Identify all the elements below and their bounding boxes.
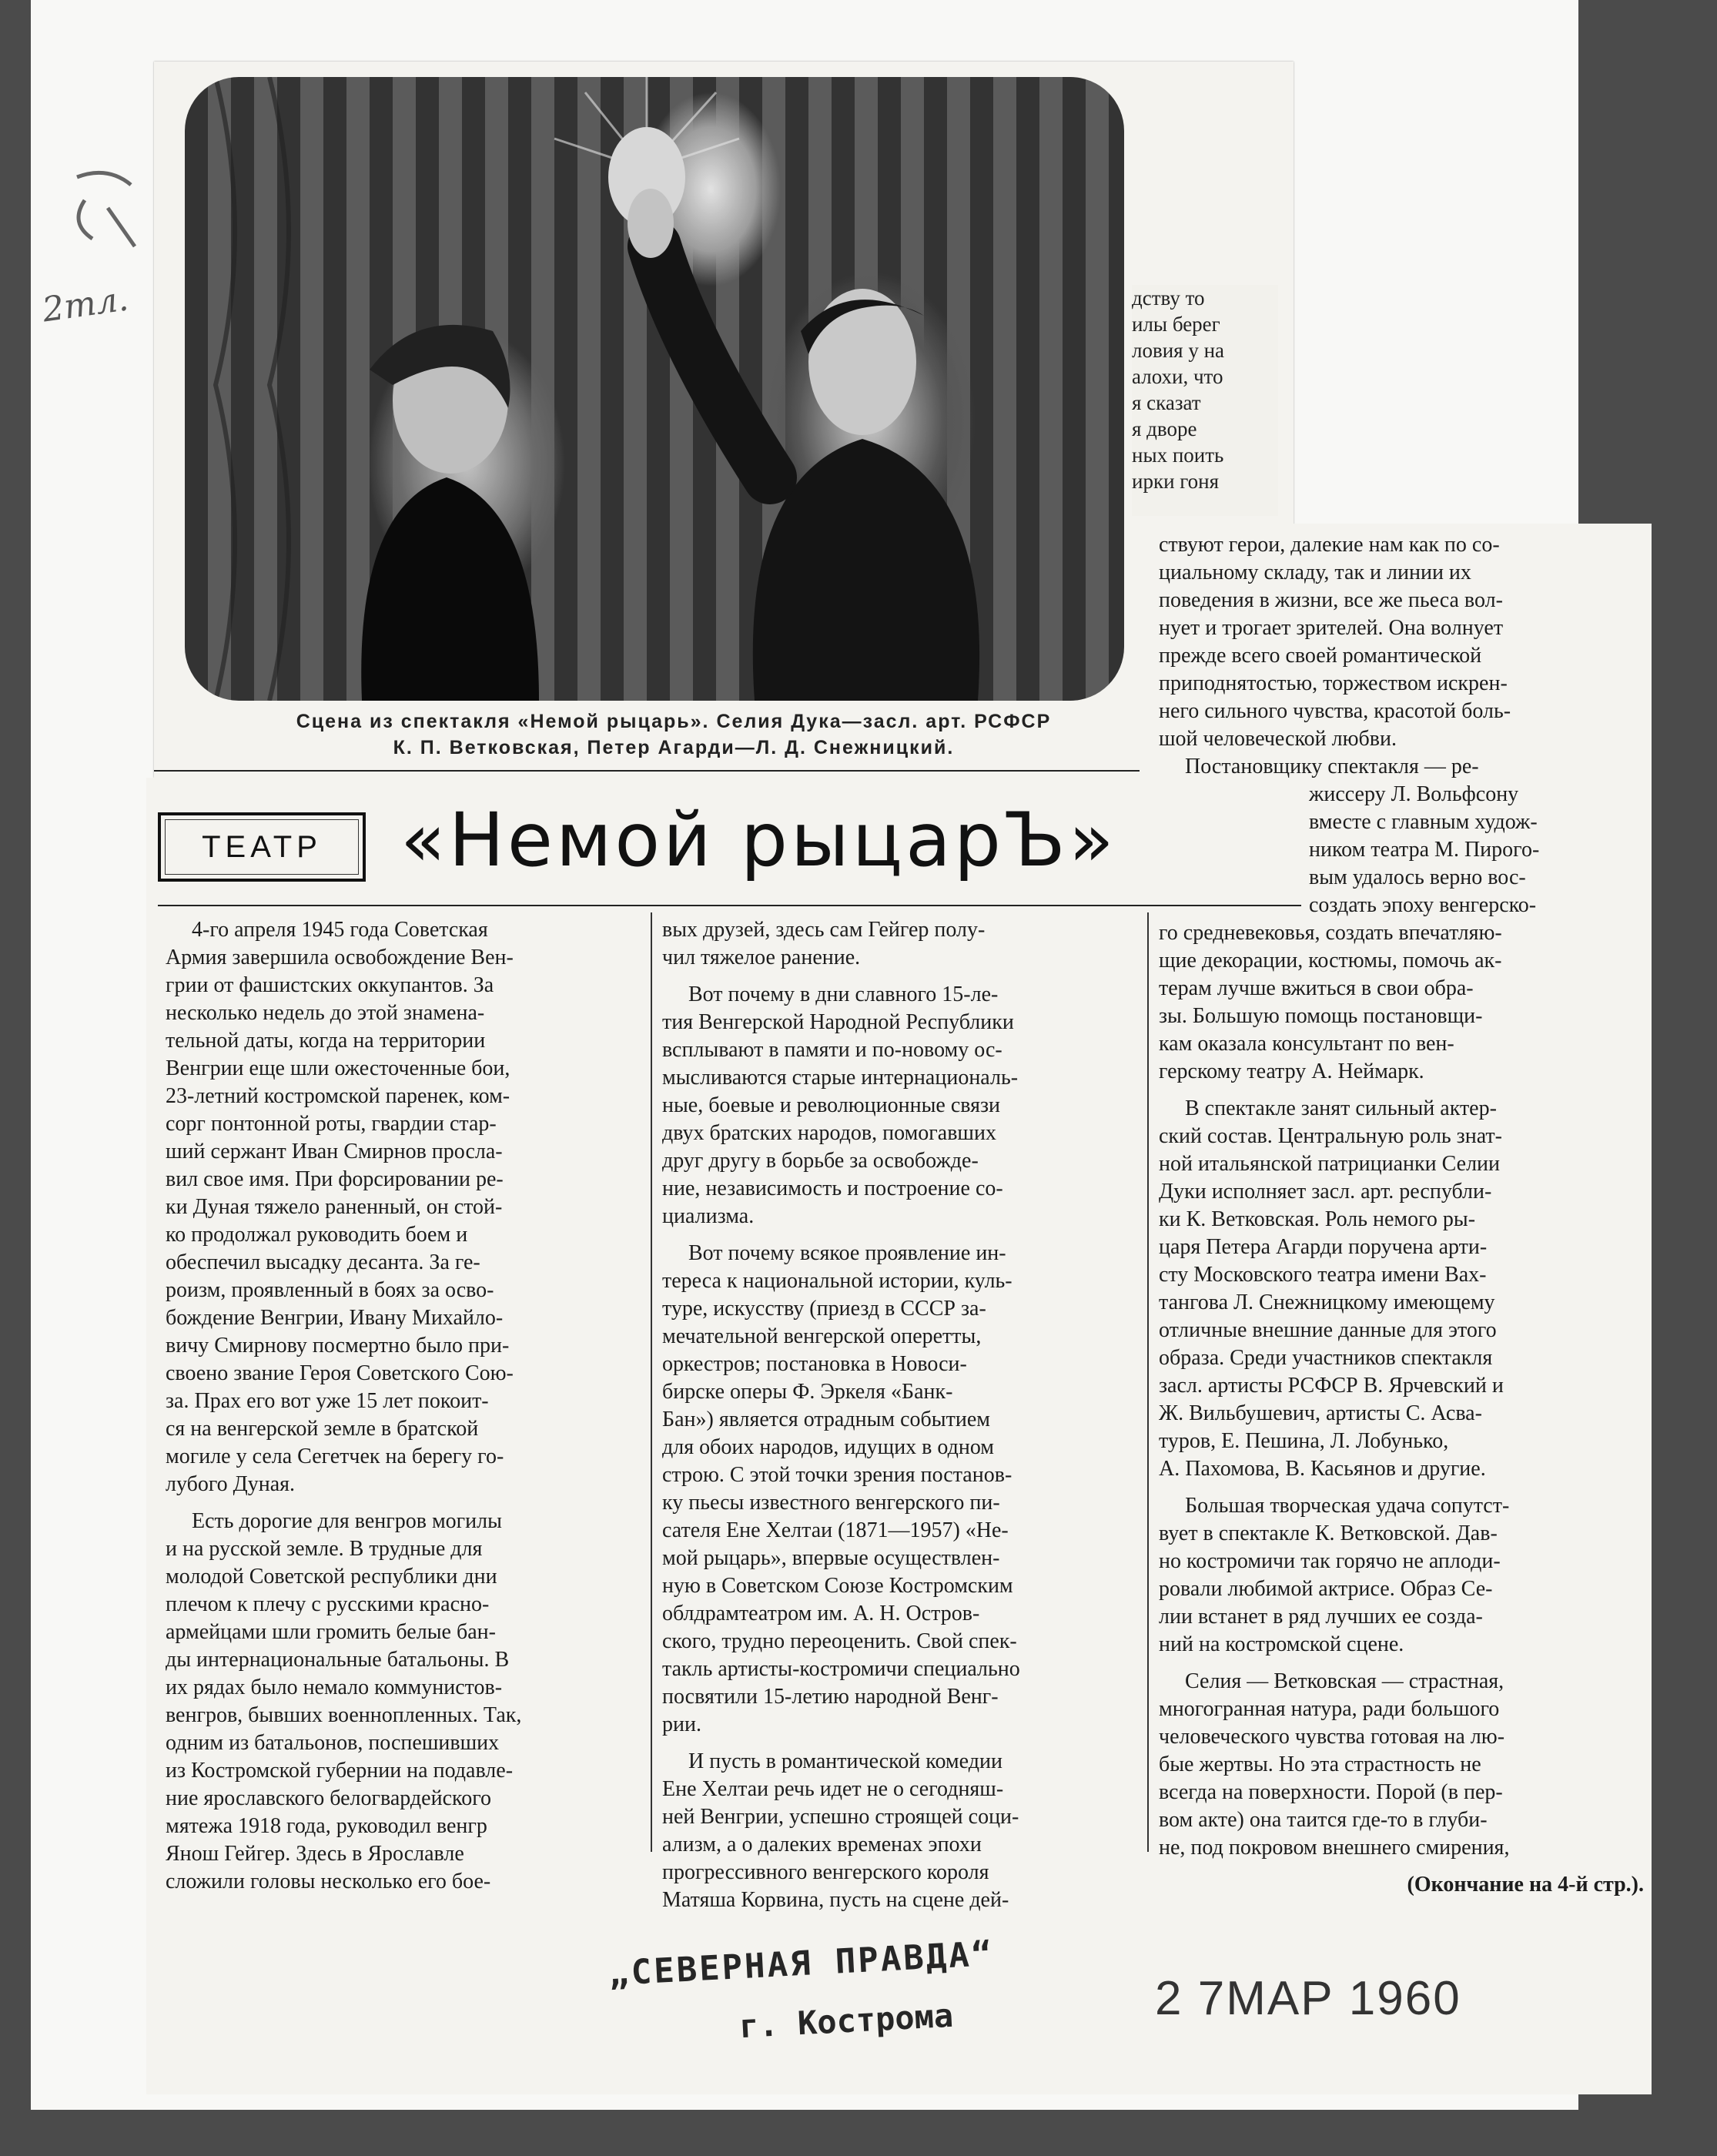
text-line: сту Московского театра имени Вах- (1159, 1263, 1487, 1287)
text-line: грии от фашистских оккупантов. За (166, 973, 494, 997)
text-line: ды интернациональные батальоны. В (166, 1648, 510, 1672)
text-line: В спектакле занят сильный актер- (1185, 1096, 1497, 1120)
article-column-3-mid (1309, 781, 1640, 919)
text-line: двух братских народов, помогавших (662, 1121, 996, 1145)
text-line: Большая творческая удача сопутст- (1185, 1494, 1510, 1518)
text-line: вом акте) она таится где-то в глуби- (1159, 1808, 1488, 1832)
date-stamp: 2 7МАР 1960 (1155, 1972, 1461, 2025)
text-line: ки К. Ветковская. Роль немого ры- (1159, 1207, 1476, 1231)
text-line: не, под покровом внешнего смирения, (1159, 1836, 1510, 1860)
text-line: туре, искусству (приезд в СССР за- (662, 1297, 986, 1321)
text-line: ной итальянской патрицианки Селии (1159, 1152, 1501, 1176)
text-line: одним из батальонов, поспешивших (166, 1731, 500, 1755)
text-line: вует в спектакле К. Ветковской. Дав- (1159, 1522, 1498, 1545)
column-rule (1147, 912, 1149, 1852)
text-line: всегда на поверхности. Порой (в пер- (1159, 1780, 1503, 1804)
text-line: тереса к национальной истории, куль- (662, 1269, 1012, 1293)
text-line: строю. С этой точки зрения постанов- (662, 1463, 1012, 1487)
text-line: ского, трудно переоценить. Свой спек- (662, 1629, 1017, 1653)
text-line: могиле у села Сегетчек на берегу го- (166, 1445, 504, 1468)
text-line: тия Венгерской Народной Республики (662, 1010, 1014, 1034)
text-line: жиссеру Л. Вольфсону (1309, 782, 1519, 806)
fragment-line: я сказат (1132, 391, 1201, 414)
text-line: лии встанет в ряд лучших ее созда- (1159, 1605, 1483, 1629)
text-line: для обоих народов, идущих в одном (662, 1435, 995, 1459)
text-line: многогранная натура, ради большого (1159, 1697, 1500, 1721)
text-line: посвятили 15-летию народной Венг- (662, 1685, 999, 1709)
text-line: но костромичи так горячо не аплоди- (1159, 1549, 1501, 1573)
text-line: щие декорации, костюмы, помочь ак- (1159, 949, 1502, 973)
text-line: молодой Советской республики дни (166, 1565, 497, 1589)
city-stamp: г. Кострома (738, 1996, 955, 2046)
caption-rule (154, 770, 1140, 772)
text-line: 23-летний костромской паренек, ком- (166, 1084, 510, 1108)
text-line: ней Венгрии, успешно строящей соци- (662, 1805, 1019, 1829)
text-line: Есть дорогие для венгров могилы (192, 1509, 502, 1533)
text-line: за. Прах его вот уже 15 лет покоит- (166, 1389, 489, 1413)
fragment-line: ловия у на (1132, 339, 1225, 362)
text-line: него сильного чувства, красотой боль- (1159, 699, 1511, 723)
text-line: армейцами шли громить белые бан- (166, 1620, 496, 1644)
text-line: сателя Ене Хелтаи (1871—1957) «Не- (662, 1518, 1009, 1542)
text-line: создать эпоху венгерско- (1309, 893, 1537, 917)
text-line: отличные внешние данные для этого (1159, 1318, 1497, 1342)
text-line: Селия — Ветковская — страстная, (1185, 1669, 1504, 1693)
text-line: ную в Советском Союзе Костромским (662, 1574, 1013, 1598)
text-line: оркестров; постановка в Новоси- (662, 1352, 967, 1376)
text-line: вместе с главным худож- (1309, 810, 1538, 834)
text-line: циальному складу, так и линии их (1159, 561, 1471, 584)
text-line: Армия завершила освобождение Вен- (166, 946, 514, 969)
text-line: вым удалось верно вос- (1309, 865, 1526, 889)
text-line: ся на венгерской земле в братской (166, 1417, 479, 1441)
text-line: всплывают в памяти и по-новому ос- (662, 1038, 1002, 1062)
text-line: Бан») является отрадным событием (662, 1408, 990, 1431)
article-column-2 (662, 916, 1140, 1914)
text-line: Вот почему в дни славного 15-ле- (688, 983, 999, 1006)
fragment-line: илы берег (1132, 313, 1220, 336)
text-line: из Костромской губернии на подавле- (166, 1759, 514, 1783)
text-line: облдрамтеатром им. А. Н. Остров- (662, 1602, 980, 1625)
text-line: такль артисты-костромичи специально (662, 1657, 1020, 1681)
text-line: и на русской земле. В трудные для (166, 1537, 483, 1561)
text-line: приподнятостью, торжеством искрен- (1159, 671, 1508, 695)
text-line: бые жертвы. Но эта страстность не (1159, 1753, 1481, 1776)
text-line: мысливаются старые интернациональ- (662, 1066, 1019, 1090)
rubric-label: ТЕАТР (158, 812, 366, 882)
text-line: сложили головы несколько его бое- (166, 1870, 491, 1893)
text-line: Ене Хелтаи речь идет не о сегодняш- (662, 1777, 1004, 1801)
text-line: ку пьесы известного венгерского пи- (662, 1491, 1000, 1515)
caption-line: Сцена из спектакля «Немой рыцарь». Селия Дука—засл. арт. РСФСР (296, 711, 1052, 732)
text-line: друг другу в борьбе за освобожде- (662, 1149, 979, 1173)
newspaper-name-stamp: „СЕВЕРНАЯ ПРАВДА“ (607, 1933, 996, 1994)
text-line: ализм, а о далеких временах эпохи (662, 1833, 982, 1856)
text-line: бирске оперы Ф. Эркеля «Банк- (662, 1380, 953, 1404)
text-line: обеспечил высадку десанта. За ге- (166, 1250, 480, 1274)
text-line: ником театра М. Пирого- (1309, 838, 1540, 862)
dark-background-bottom (0, 2110, 1717, 2156)
article-headline: «Немой рыцарЪ» (400, 797, 1117, 883)
text-line: туров, Е. Пешина, Л. Лобунько, (1159, 1429, 1449, 1453)
text-line: ко продолжал руководить боем и (166, 1223, 468, 1247)
text-line: рии. (662, 1712, 701, 1736)
text-line: человеческого чувства готовая на лю- (1159, 1725, 1505, 1749)
text-line: ние ярославского белогвардейского (166, 1786, 491, 1810)
text-line: мечательной венгерской оперетты, (662, 1324, 982, 1348)
article-column-3 (1159, 919, 1644, 1899)
column-rule (651, 912, 652, 1852)
text-line: образа. Среди участников спектакля (1159, 1346, 1493, 1370)
pencil-note: 2тл. (39, 279, 131, 330)
text-line: терам лучше вжиться в свои обра- (1159, 976, 1474, 1000)
text-line: прежде всего своей романтической (1159, 644, 1482, 668)
performance-scene-photo (185, 77, 1124, 701)
text-line: тангова Л. Снежницкому имеющему (1159, 1291, 1495, 1314)
text-line: зы. Большую помощь постановщи- (1159, 1004, 1483, 1028)
text-line: ский состав. Центральную роль знат- (1159, 1124, 1502, 1148)
text-line: их рядах было немало коммунистов- (166, 1676, 503, 1699)
text-line: Вот почему всякое проявление ин- (688, 1241, 1006, 1265)
text-line: засл. артисты РСФСР В. Ярчевский и (1159, 1374, 1504, 1398)
text-line: Постановщику спектакля — ре- (1185, 755, 1479, 778)
text-line: лубого Дуная. (166, 1472, 296, 1496)
text-line: герскому театру А. Неймарк. (1159, 1060, 1424, 1083)
text-line: вых друзей, здесь сам Гейгер полу- (662, 918, 986, 942)
text-line: своено звание Героя Советского Сою- (166, 1361, 514, 1385)
text-line: ные, боевые и революционные связи (662, 1093, 1001, 1117)
fragment-line: ирки гоня (1132, 470, 1220, 493)
text-line: Янош Гейгер. Здесь в Ярославле (166, 1842, 464, 1866)
text-line: го средневековья, создать впечатляю- (1159, 921, 1502, 945)
text-line: вил свое имя. При форсировании ре- (166, 1167, 504, 1191)
text-line: И пусть в романтической комедии (688, 1749, 1002, 1773)
text-line: ший сержант Иван Смирнов просла- (166, 1140, 503, 1163)
neighbour-article-fragment (1132, 285, 1278, 516)
text-line: царя Петера Агарди поручена арти- (1159, 1235, 1488, 1259)
photo-caption (212, 708, 1136, 761)
text-line: сорг понтонной роты, гвардии стар- (166, 1112, 497, 1136)
article-column-1 (166, 916, 639, 1896)
text-line: венгров, бывших военнопленных. Так, (166, 1703, 522, 1727)
text-line: бождение Венгрии, Ивану Михайло- (166, 1306, 504, 1330)
text-line: чил тяжелое ранение. (662, 946, 861, 969)
text-line: ствуют герои, далекие нам как по со- (1159, 533, 1500, 557)
fragment-line: дству то (1132, 286, 1205, 310)
dark-background-left (0, 0, 31, 2156)
text-line: плечом к плечу с русскими красно- (166, 1592, 490, 1616)
fragment-line: ных поить (1132, 444, 1224, 467)
text-line: прогрессивного венгерского короля (662, 1860, 989, 1884)
text-line: роизм, проявленный в боях за осво- (166, 1278, 494, 1302)
continuation-note: (Окончание на 4-й стр.). (1407, 1873, 1644, 1897)
text-line: Венгрии еще шли ожесточенные бои, (166, 1056, 510, 1080)
text-line: ки Дуная тяжело раненный, он стой- (166, 1195, 503, 1219)
text-line: поведения в жизни, все же пьеса вол- (1159, 588, 1503, 612)
text-line: кам оказала консультант по вен- (1159, 1032, 1454, 1056)
text-line: 4-го апреля 1945 года Советская (192, 918, 488, 942)
text-line: несколько недель до этой знамена- (166, 1001, 485, 1025)
text-line: циализма. (662, 1204, 755, 1228)
text-line: Дуки исполняет засл. арт. республи- (1159, 1180, 1492, 1204)
text-line: ровали любимой актрисе. Образ Се- (1159, 1577, 1493, 1601)
text-line: нует и трогает зрителей. Она волнует (1159, 616, 1504, 640)
text-line: Ж. Вильбушевич, артисты С. Асва- (1159, 1401, 1482, 1425)
text-line: шой человеческой любви. (1159, 727, 1397, 751)
text-line: Матяша Корвина, пусть на сцене дей- (662, 1888, 1009, 1912)
pencil-mark (62, 162, 146, 254)
caption-line: К. П. Ветковская, Петер Агарди—Л. Д. Снежницкий. (393, 737, 955, 758)
text-line: мой рыцарь», впервые осуществлен- (662, 1546, 1000, 1570)
fragment-line: алохи, что (1132, 365, 1223, 388)
text-line: ний на костромской сцене. (1159, 1632, 1404, 1656)
article-column-3-top (1159, 531, 1644, 781)
text-line: ние, независимость и построение со- (662, 1177, 1003, 1200)
headline-rule (158, 905, 1301, 906)
text-line: мятежа 1918 года, руководил венгр (166, 1814, 487, 1838)
text-line: тельной даты, когда на территории (166, 1029, 486, 1053)
text-line: А. Пахомова, В. Касьянов и другие. (1159, 1457, 1486, 1481)
text-line: вичу Смирнову посмертно было при- (166, 1334, 510, 1358)
fragment-line: я дворе (1132, 417, 1197, 440)
